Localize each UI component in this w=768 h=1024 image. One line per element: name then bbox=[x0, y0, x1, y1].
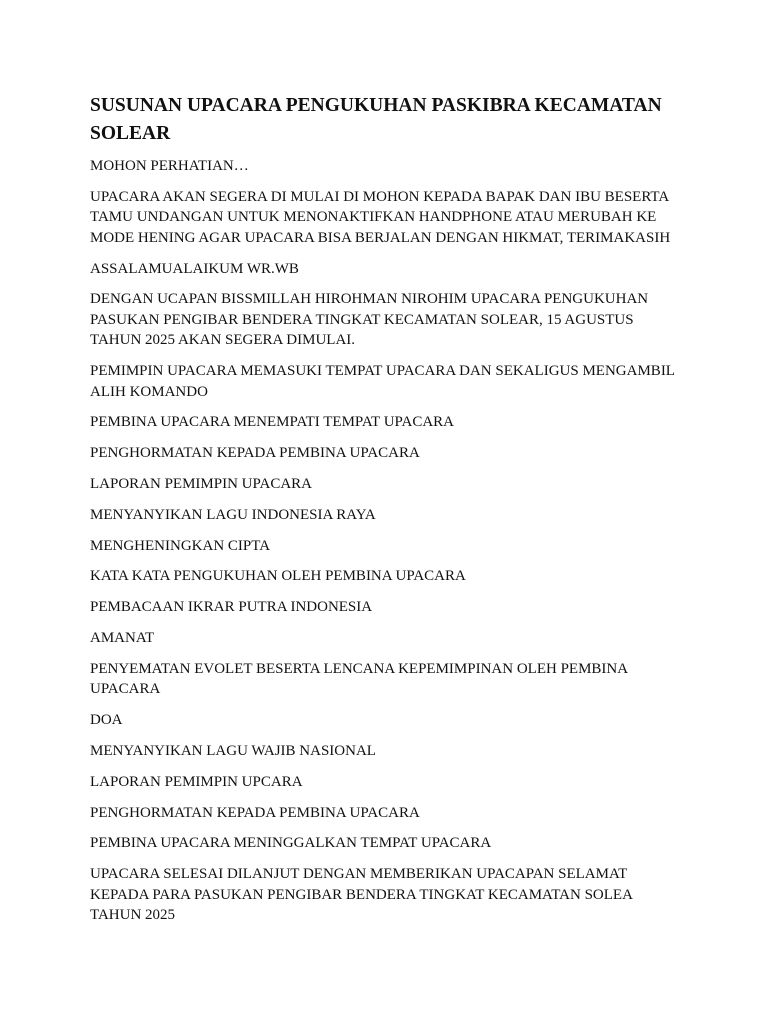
document-title: SUSUNAN UPACARA PENGUKUHAN PASKIBRA KECAMATAN SOLEAR bbox=[90, 95, 662, 144]
document-page bbox=[90, 92, 682, 936]
agenda-item: AMANAT bbox=[90, 630, 155, 647]
agenda-item: PEMBACAAN IKRAR PUTRA INDONESIA bbox=[90, 599, 373, 616]
agenda-item: PEMBINA UPACARA MENINGGALKAN TEMPAT UPACARA bbox=[90, 835, 492, 852]
agenda-item: LAPORAN PEMIMPIN UPACARA bbox=[90, 476, 312, 493]
agenda-item: MENYANYIKAN LAGU WAJIB NASIONAL bbox=[90, 742, 376, 759]
agenda-item: PEMBINA UPACARA MENEMPATI TEMPAT UPACARA bbox=[90, 414, 455, 431]
paragraph-pengumuman: UPACARA AKAN SEGERA DI MULAI DI MOHON KEPADA BAPAK DAN IBU BESERTA TAMU UNDANGAN UNTUK MENONAKTIFKAN HANDPHONE ATAU MERUBAH KE MODE HENING AGAR UPACARA BISA BERJALAN DENGAN HIKMAT, TERIMAKASIH bbox=[90, 188, 671, 246]
agenda-item: PENGHORMATAN KEPADA PEMBINA UPACARA bbox=[90, 445, 420, 462]
agenda-item: MENGHENINGKAN CIPTA bbox=[90, 537, 271, 554]
paragraph-pembukaan: DENGAN UCAPAN BISSMILLAH HIROHMAN NIROHIM UPACARA PENGUKUHAN PASUKAN PENGIBAR BENDERA TINGKAT KECAMATAN SOLEAR, 15 AGUSTUS TAHUN 2025 AKAN SEGERA DIMULAI. bbox=[90, 291, 649, 349]
agenda-item: PENGHORMATAN KEPADA PEMBINA UPACARA bbox=[90, 804, 420, 821]
agenda-item: KATA KATA PENGUKUHAN OLEH PEMBINA UPACARA bbox=[90, 568, 466, 585]
paragraph-penutup: UPACARA SELESAI DILANJUT DENGAN MEMBERIKAN UPACAPAN SELAMAT KEPADA PARA PASUKAN PENGIBAR BENDERA TINGKAT KECAMATAN SOLEA TAHUN 2025 bbox=[90, 866, 633, 924]
agenda-item: PEMIMPIN UPACARA MEMASUKI TEMPAT UPACARA DAN SEKALIGUS MENGAMBIL ALIH KOMANDO bbox=[90, 363, 675, 400]
agenda-item: MENYANYIKAN LAGU INDONESIA RAYA bbox=[90, 506, 376, 523]
paragraph-salam: ASSALAMUALAIKUM WR.WB bbox=[90, 260, 299, 277]
agenda-item: LAPORAN PEMIMPIN UPCARA bbox=[90, 773, 303, 790]
agenda-item: DOA bbox=[90, 712, 123, 729]
agenda-item: PENYEMATAN EVOLET BESERTA LENCANA KEPEMIMPINAN OLEH PEMBINA UPACARA bbox=[90, 660, 628, 698]
paragraph-mohon-perhatian: MOHON PERHATIAN… bbox=[90, 158, 249, 174]
